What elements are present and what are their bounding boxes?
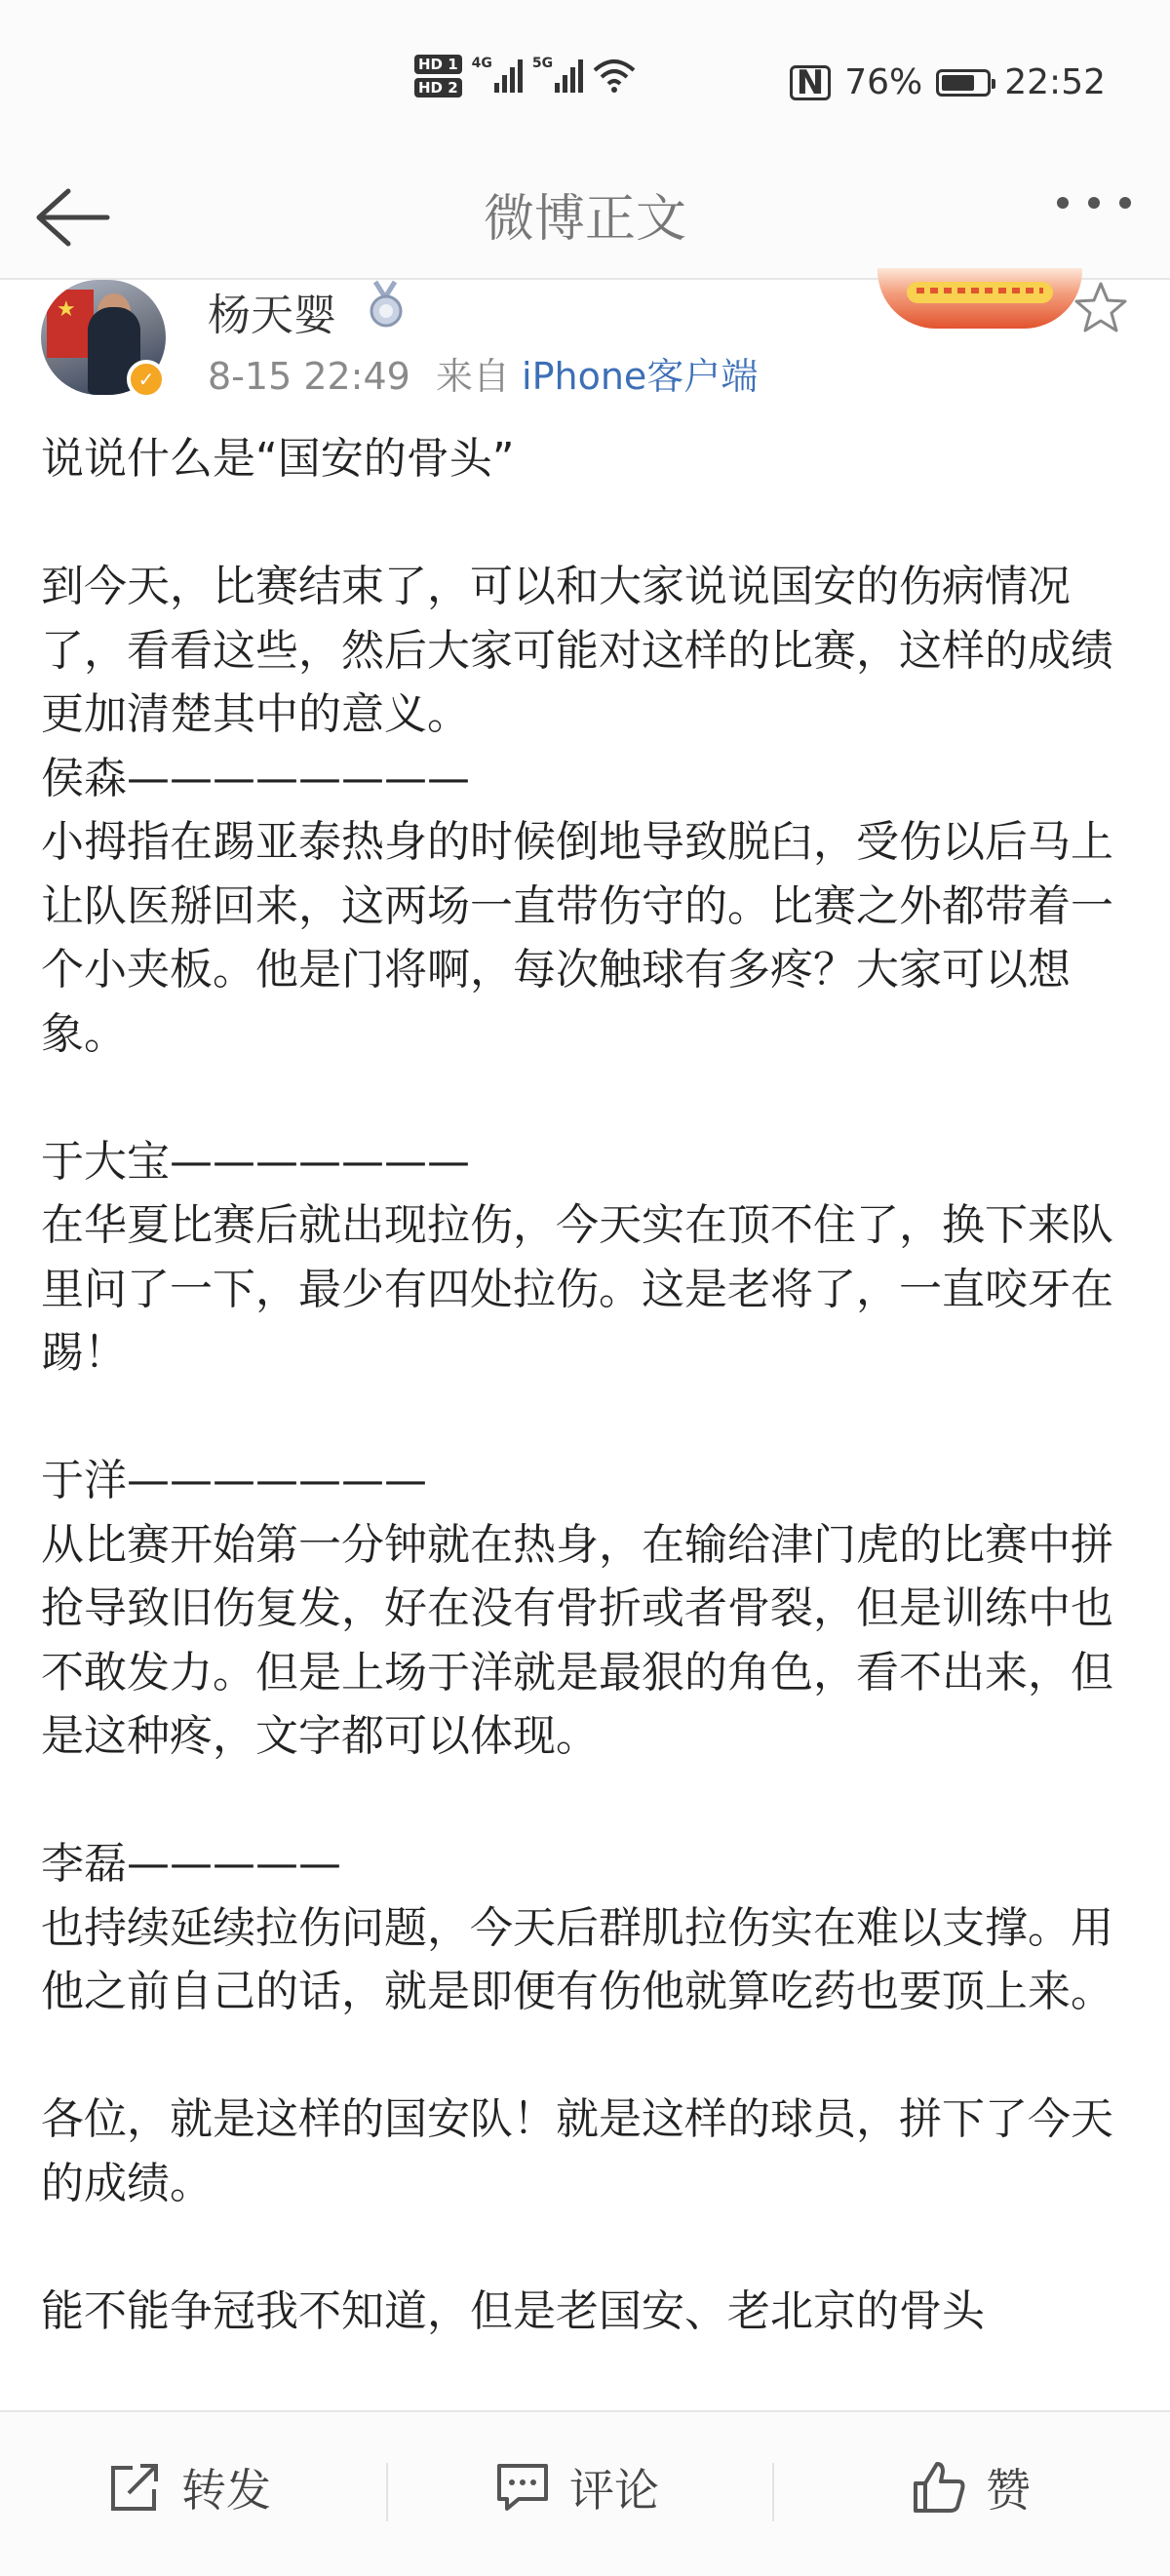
post-paragraph: 小拇指在踢亚泰热身的时候倒地导致脱臼，受伤以后马上让队医掰回来，这两场一直带伤守的。比赛之外都带着一个小夹板。他是门将啊，每次触球有多疼？大家可以想象。 [41, 817, 1113, 1059]
repost-button[interactable] [107, 2451, 271, 2523]
blank-line [41, 2024, 1133, 2088]
verified-badge-icon: ✓ [127, 360, 166, 399]
post-time: 8-15 22:49 [208, 355, 410, 398]
more-options-icon[interactable] [1057, 197, 1131, 209]
battery-fill [942, 75, 974, 91]
blank-line [41, 491, 1133, 556]
post-paragraph: 侯森———————— [41, 753, 470, 803]
post-paragraph: 到今天，比赛结束了，可以和大家说说国安的伤病情况了，看看这些，然后大家可能对这样的比赛，这样的成绩更加清楚其中的意义。 [41, 562, 1113, 739]
post-paragraph: 李磊————— [41, 1839, 341, 1889]
hd-indicators [414, 55, 462, 98]
comment-icon [495, 2460, 550, 2515]
hd1-badge: HD 1 [414, 55, 462, 74]
blank-line [41, 1769, 1133, 1833]
signal-4g-icon [471, 56, 523, 93]
post-paragraph: 也持续延续拉伤问题，今天后群肌拉伤实在难以支撑。用他之前自己的话，就是即便有伤他就算吃药也要顶上来。 [41, 1902, 1113, 2016]
flag-icon [47, 290, 94, 358]
post-header [0, 280, 1170, 407]
page-title: 微博正文 [483, 190, 686, 249]
post-paragraph: 从比赛开始第一分钟就在热身，在输给津门虎的比赛中拼抢导致旧伤复发，好在没有骨折或者骨裂，但是训练中也不敢发力。但是上场于洋就是最狠的角色，看不出来，但是这种疼，文字都可以体现。 [41, 1519, 1113, 1761]
post-paragraph: 能不能争冠我不知道，但是老国安、老北京的骨头 [41, 2285, 985, 2336]
battery-percent: 76% [844, 62, 923, 102]
status-right [790, 62, 1106, 102]
network-4g-label: 4G [471, 56, 492, 71]
signal-area [414, 55, 636, 98]
post-content [41, 427, 1133, 2343]
clock: 22:52 [1004, 62, 1106, 102]
card-decoration [878, 268, 1082, 329]
post-paragraph: 于洋——————— [41, 1456, 427, 1505]
post-paragraph: 在华夏比赛后就出现拉伤，今天实在顶不住了，换下来队里问了一下，最少有四处拉伤。这是老将了，一直咬牙在踢！ [41, 1200, 1113, 1378]
repost-icon [107, 2460, 162, 2515]
status-bar [0, 0, 1170, 166]
thumbs-up-icon [912, 2460, 966, 2515]
navbar [0, 156, 1170, 280]
bottom-toolbar [0, 2410, 1170, 2576]
comment-label: 评论 [569, 2464, 659, 2517]
repost-label: 转发 [181, 2464, 271, 2517]
post-source[interactable]: iPhone客户端 [522, 355, 759, 398]
username[interactable]: 杨天婴 [208, 291, 336, 340]
post-paragraph: 于大宝——————— [41, 1136, 470, 1187]
blank-line [41, 1386, 1133, 1450]
blank-line [41, 1066, 1133, 1130]
post-paragraph: 说说什么是“国安的骨头” [41, 434, 515, 484]
like-button[interactable] [912, 2451, 1031, 2523]
nfc-icon: N [790, 65, 831, 100]
wifi-icon [593, 59, 636, 94]
post-meta [208, 346, 758, 400]
like-label: 赞 [986, 2464, 1031, 2517]
comment-button[interactable] [495, 2451, 659, 2523]
battery-icon [936, 69, 991, 97]
hd2-badge: HD 2 [414, 78, 462, 98]
post-paragraph: 各位，就是这样的国安队！就是这样的球员，拼下了今天的成绩。 [41, 2094, 1113, 2208]
star-icon[interactable] [1072, 280, 1129, 336]
network-5g-label: 5G [531, 56, 554, 71]
medal-icon [366, 280, 407, 329]
source-prefix: 来自 [435, 355, 510, 398]
signal-5g-icon [531, 56, 583, 93]
blank-line [41, 2215, 1133, 2280]
